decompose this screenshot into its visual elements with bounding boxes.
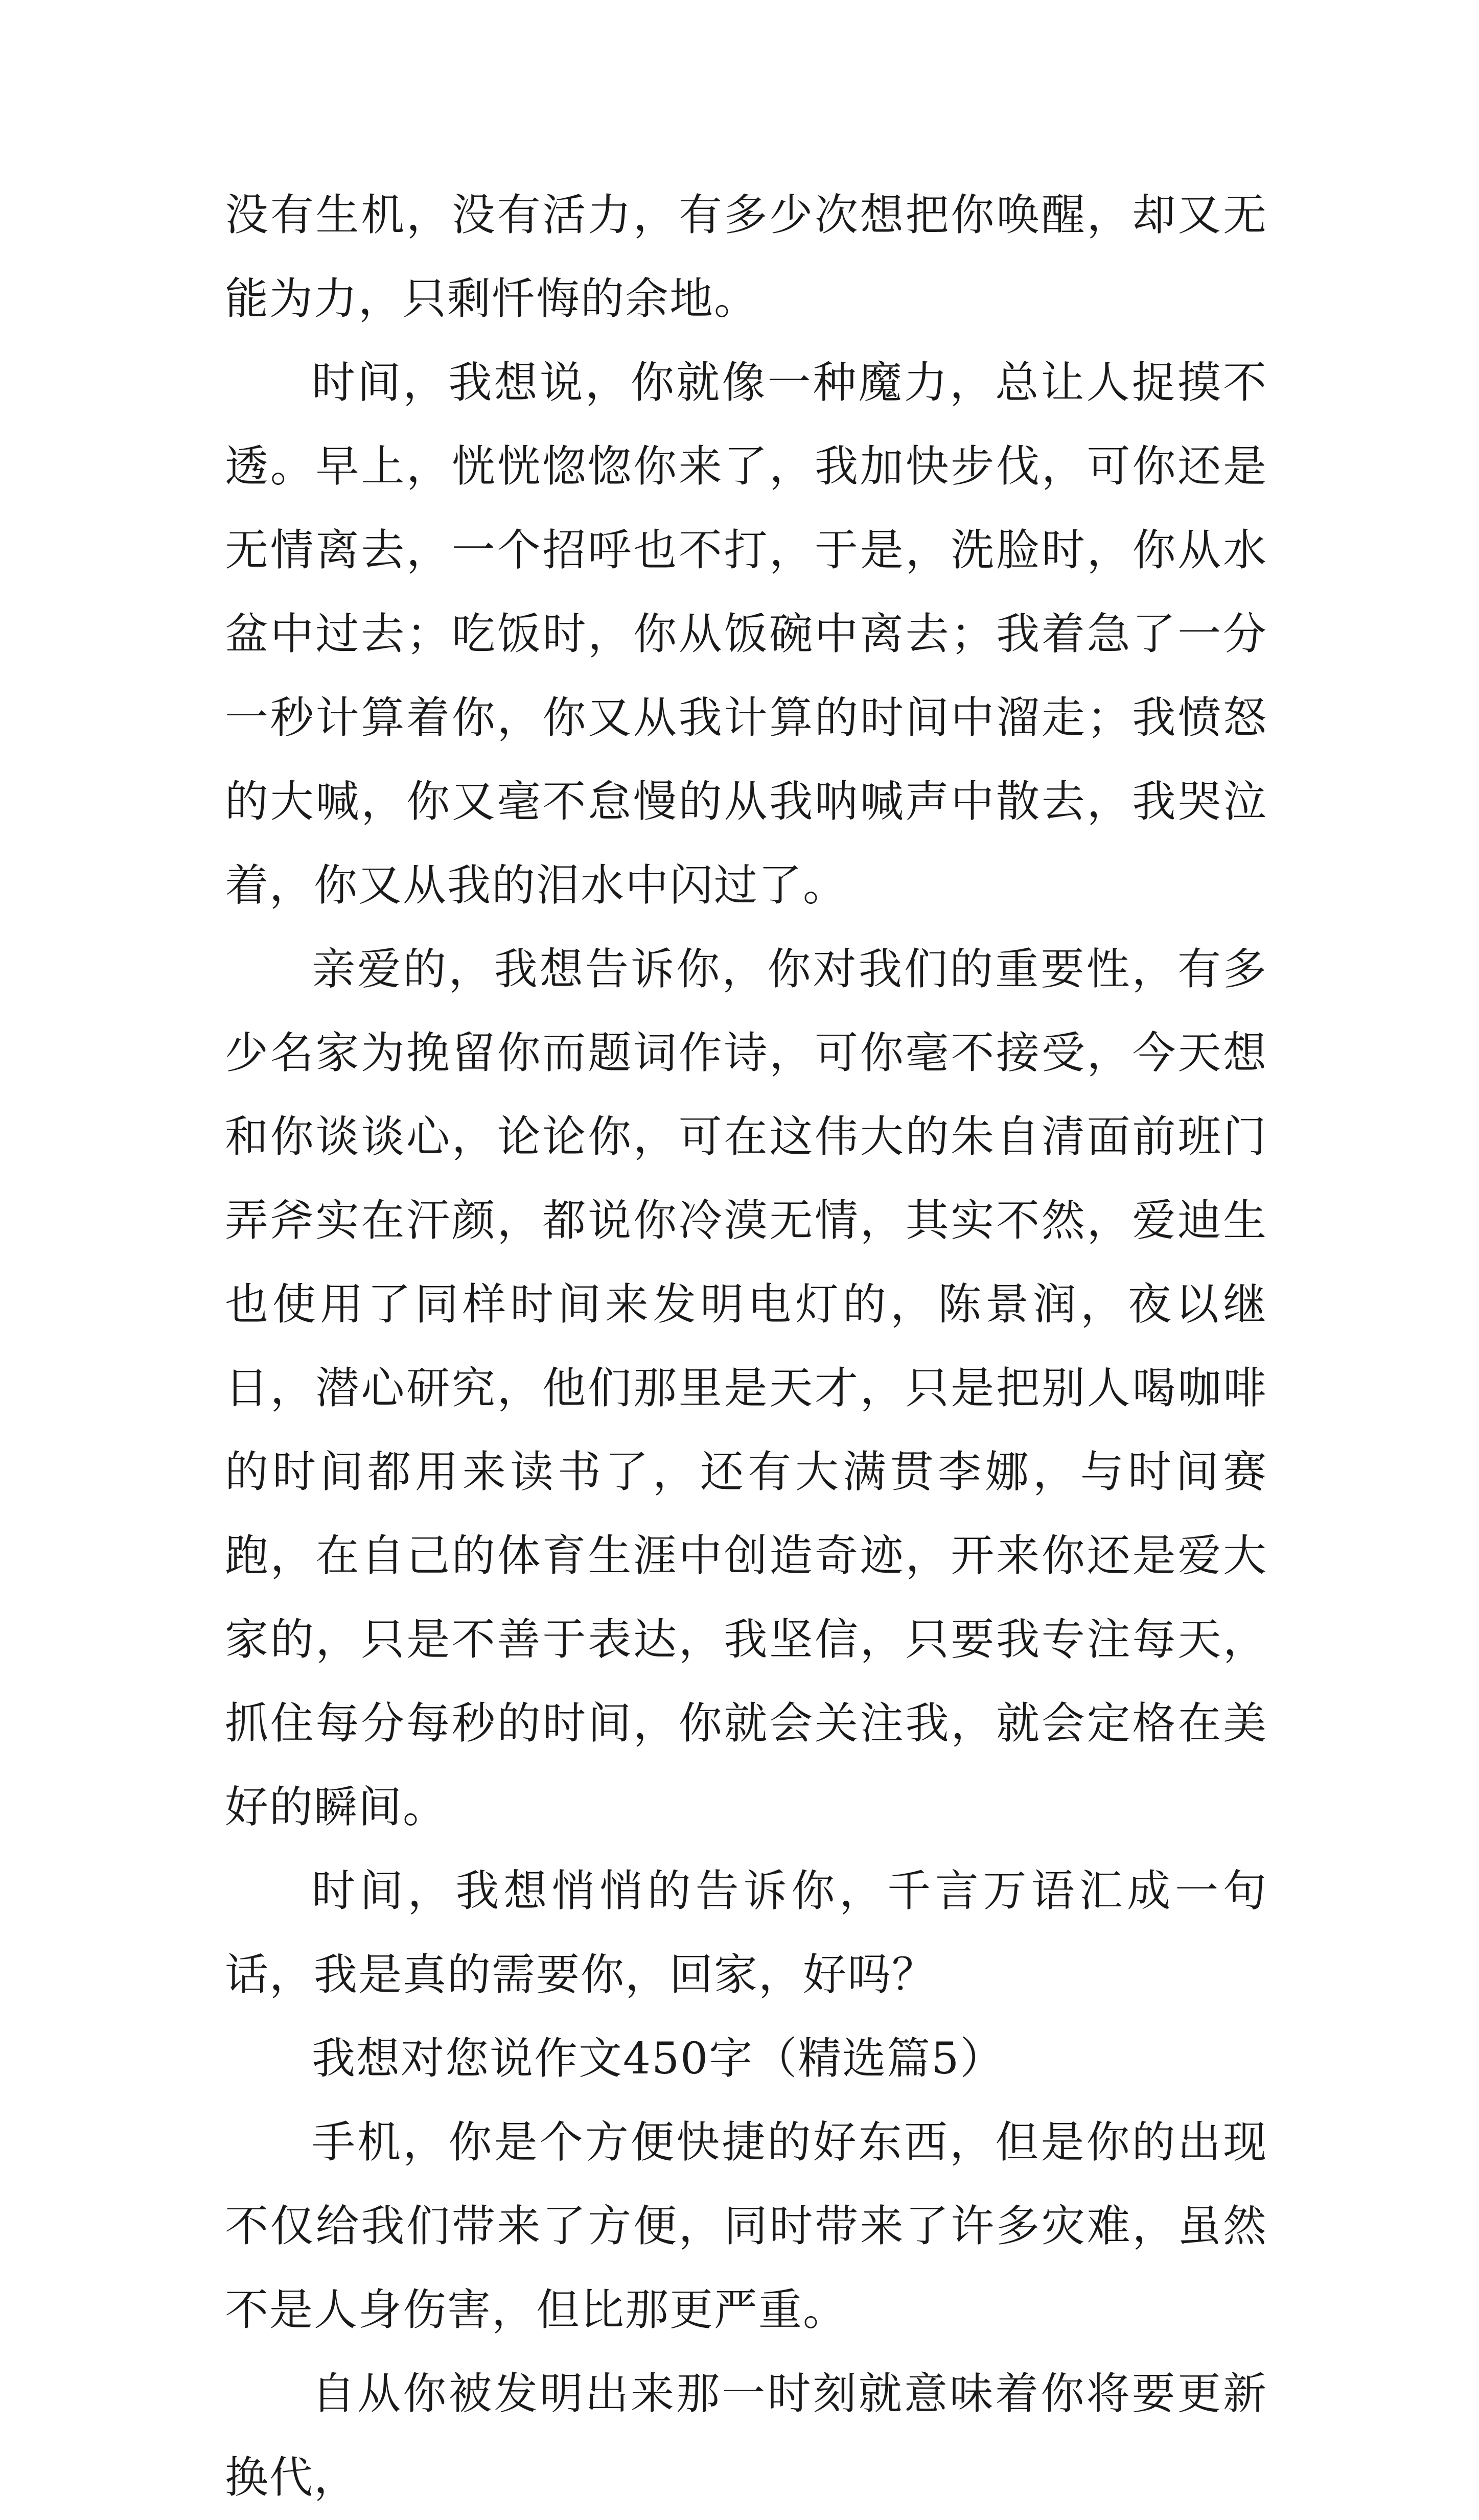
paragraph-6: 自从你被发明出来那一时刻就意味着你将要更新换代， — [225, 2369, 1267, 2503]
paragraph-2: 时间，我想说，你就像一种魔力，总让人捉摸不透。早上，恍恍惚惚你来了，我加快步伐，可你还是无情离去，一个招呼也不打，于是，洗脸时，你从水盆中过去；吃饭时，你从饭碗中离去；我着急了一分一秒计算着你，你又从我计算的时间中溜走；我愤怒的大喊，你又毫不怠慢的从我呐喊声中散去，我哭泣着，你又从我的泪水中闪过了。 — [225, 358, 1267, 911]
paragraph-4: 时间，我想悄悄的告诉你，千言万语汇成一句话，我是真的需要你，回家，好吗？ — [225, 1866, 1267, 2000]
paragraph-5: 手机，你是个方便快捷的好东西，但是你的出现不仅给我们带来了方便，同时带来了许多灾难，虽然不是人身伤害，但比那更严重。 — [225, 2117, 1267, 2336]
section-heading: 我想对您说作文450字（精选篇5） — [312, 2034, 1005, 2084]
paragraph-3: 亲爱的，我想告诉你，你对我们的重要性，有多少名家为挽留你而题词作诗，可你毫不接受，今天想和你谈谈心，论论你，可在这伟大的朱自清面前班门弄斧实在汗颜，都说你冷漠无情，其实不然，爱迪生也使用了同样时间来发明电灯的，陈景润，夜以继日，潜心研究，他们那里是天才，只是把别人喝咖啡的时间都用来读书了，还有大满贯李娜，与时间赛跑，在自己的体育生涯中创造奇迹，开来你还是爱大家的，只是不善于表达，我坚信，只要我专注每天，抓住每分每秒的时间，你就会关注我，就会定格在美好的瞬间。 — [225, 944, 1267, 1833]
document-body — [225, 174, 1267, 2520]
paragraph-1: 没有生机，没有活力，有多少次想把你唤醒，却又无能为力，只剩忏悔的余地。 — [225, 190, 1267, 324]
